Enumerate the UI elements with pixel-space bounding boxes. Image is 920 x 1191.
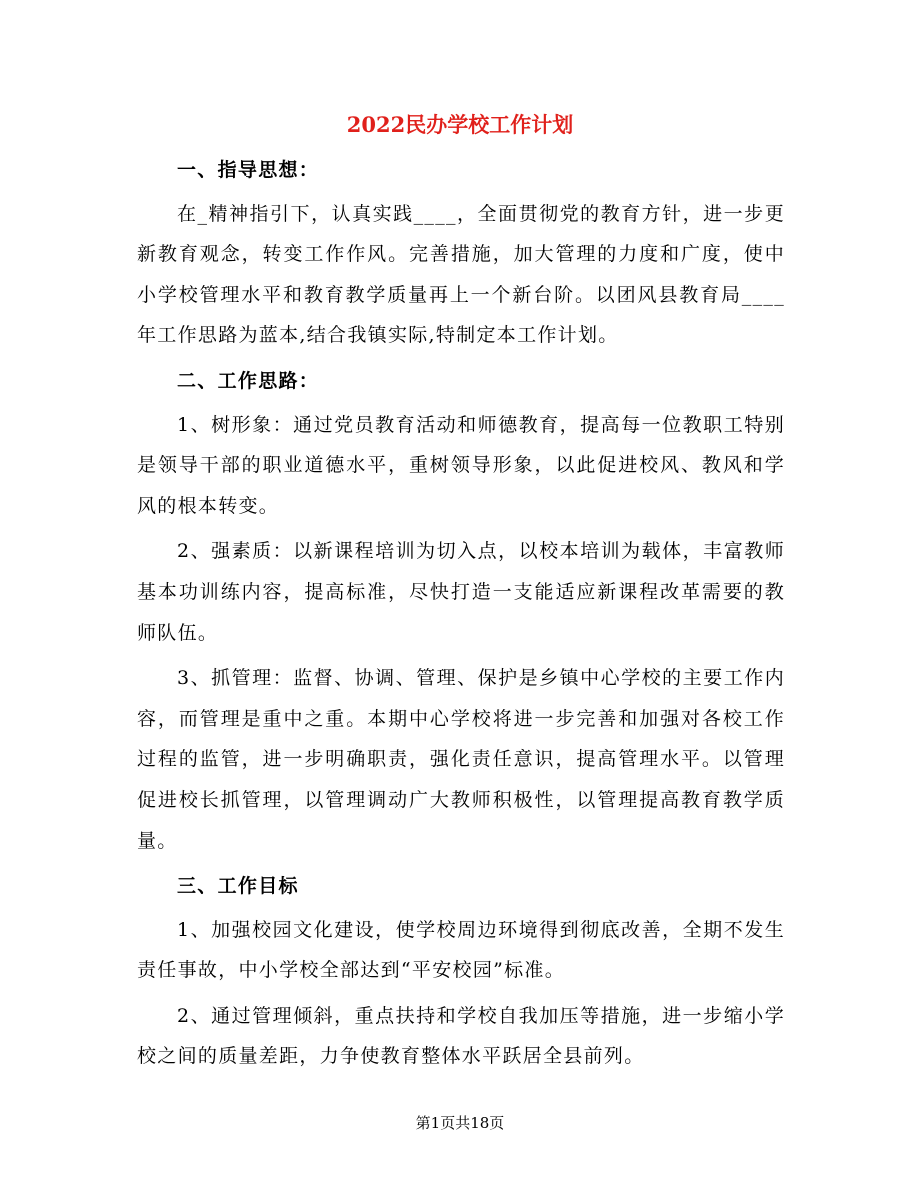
section-heading-guiding-thought: 一、指导思想： <box>177 159 320 181</box>
document-body <box>137 150 785 1080</box>
paragraph-guiding-thought: 在_精神指引下，认真实践____，全面贯彻党的教育方针，进一步更新教育观念，转变工作作风。完善措施，加大管理的力度和广度，使中小学校管理水平和教育教学质量再上一个新台阶。以团风县教育局____年工作思路为蓝本,结合我镇实际,特制定本工作计划。 <box>137 202 785 347</box>
paragraph-management: 3、抓管理：监督、协调、管理、保护是乡镇中心学校的主要工作内容，而管理是重中之重。本期中心学校将进一步完善和加强对各校工作过程的监管，进一步明确职责，强化责任意识，提高管理水平。以管理促进校长抓管理，以管理调动广大教师积极性，以管理提高教育教学质量。 <box>137 667 785 852</box>
document-title: 2022民办学校工作计划 <box>346 112 574 137</box>
section-heading-work-approach: 二、工作思路： <box>177 369 320 392</box>
section-heading-work-goals: 三、工作目标 <box>177 875 299 898</box>
page-number-footer: 第1页共18页 <box>415 1114 505 1132</box>
paragraph-goal-quality-gap: 2、通过管理倾斜，重点扶持和学校自我加压等措施，进一步缩小学校之间的质量差距，力争使教育整体水平跃居全县前列。 <box>137 1004 785 1068</box>
paragraph-strengthen-quality: 2、强素质：以新课程培训为切入点，以校本培训为载体，丰富教师基本功训练内容，提高标准，尽快打造一支能适应新课程改革需要的教师队伍。 <box>137 540 785 644</box>
paragraph-build-image: 1、树形象：通过党员教育活动和师德教育，提高每一位教职工特别是领导干部的职业道德水平，重树领导形象，以此促进校风、教风和学风的根本转变。 <box>137 413 785 517</box>
paragraph-goal-campus-culture: 1、加强校园文化建设，使学校周边环境得到彻底改善，全期不发生责任事故，中小学校全部达到“平安校园”标准。 <box>137 918 785 982</box>
